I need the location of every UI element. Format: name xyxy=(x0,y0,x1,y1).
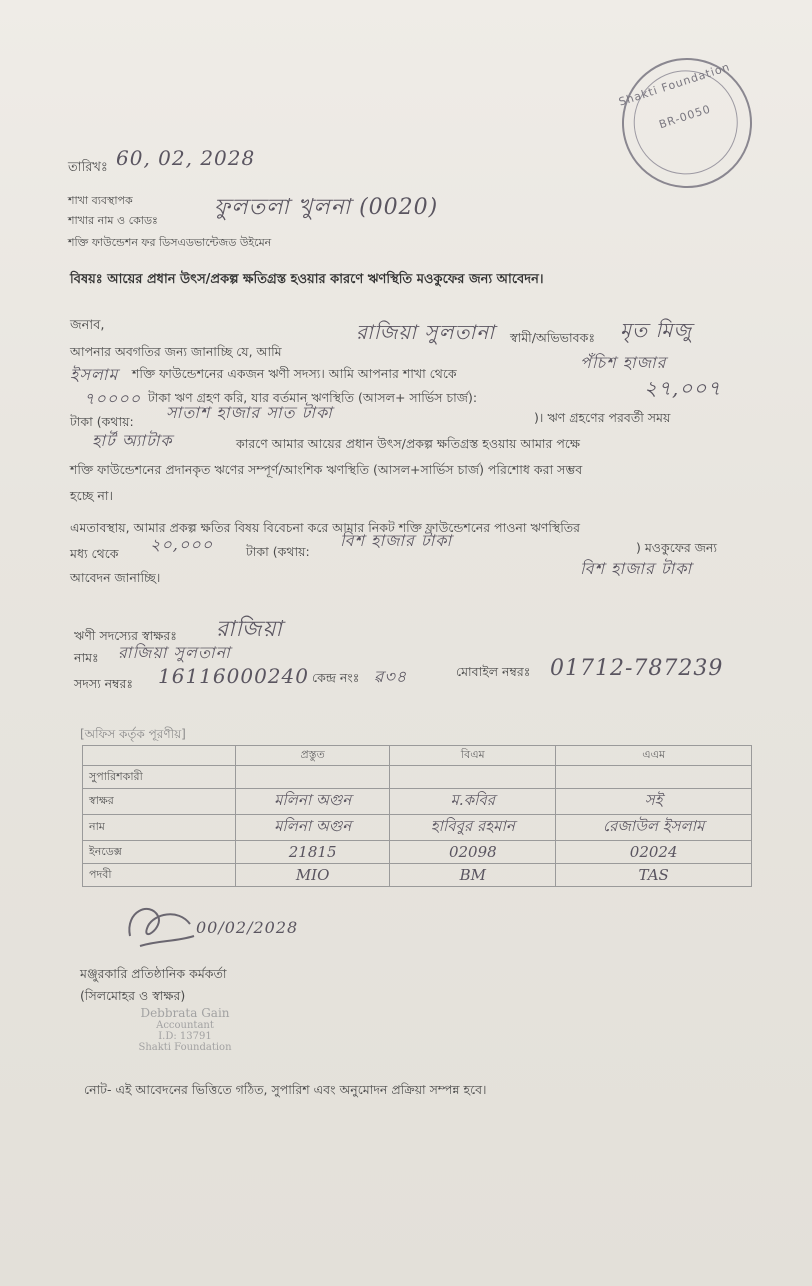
body-line-2: শক্তি ফাউন্ডেশনের একজন ঋণী সদস্য। আমি আপনার শাখা থেকে xyxy=(132,366,457,381)
body-line-9a: মধ্য থেকে xyxy=(70,546,119,561)
member-name-value: রাজিয়া সুলতানা xyxy=(118,643,231,662)
table-row xyxy=(83,789,752,815)
body-line-6: শক্তি ফাউন্ডেশনের প্রদানকৃত ঋণের সম্পূর্ণ/আংশিক ঋণস্থিতি (আসল+সার্ভিস চার্জ) পরিশোধ করা সম্ভব xyxy=(70,462,583,477)
table-cell: 02024 xyxy=(556,841,752,864)
guardian-name-hand: মৃত মিজু xyxy=(620,318,693,342)
balance-hand: ২৭,০০৭ xyxy=(644,376,722,400)
approver-sub: (সিলমোহর ও স্বাক্ষর) xyxy=(80,988,186,1003)
table-cell: রেজাউল ইসলাম xyxy=(556,815,752,841)
table-row xyxy=(83,841,752,864)
organization-line: শক্তি ফাউন্ডেশন ফর ডিসএডভান্টেজড উইমেন xyxy=(68,236,272,249)
table-cell xyxy=(236,766,390,789)
table-header-row xyxy=(83,746,752,766)
mobile-label: মোবাইল নম্বরঃ xyxy=(456,664,531,679)
seal-role: Accountant xyxy=(156,1020,214,1031)
date-label: তারিখঃ xyxy=(68,160,108,175)
branch-label: শাখার নাম ও কোডঃ xyxy=(68,214,158,227)
row-label: পদবী xyxy=(83,864,236,887)
loan-amount-hand: ৭০০০০ xyxy=(84,389,142,408)
table-cell: হাবিবুর রহমান xyxy=(390,815,556,841)
subject-line: বিষয়ঃ আয়ের প্রধান উৎস/প্রকল্প ক্ষতিগ্রস্ত হওয়ার কারণে ঋণস্থিতি মওকুফের জন্য আবেদন। xyxy=(70,272,544,287)
guardian-label: স্বামী/অভিভাবকঃ xyxy=(510,330,595,345)
body-line-8: এমতাবস্থায়, আমার প্রকল্প ক্ষতির বিষয় বিবেচনা করে আমার নিকট শক্তি ফাউন্ডেশনের পাওনা ঋণস্থিতির xyxy=(70,520,581,535)
approver-seal xyxy=(100,1006,270,1053)
approver-sign-date: 00/02/2028 xyxy=(196,918,299,937)
date-value: 60, 02, 2028 xyxy=(116,146,256,170)
table-row xyxy=(83,864,752,887)
table-cell: সই xyxy=(556,789,752,815)
row-label: স্বাক্ষর xyxy=(83,789,236,815)
table-header-blank xyxy=(83,746,236,766)
table-cell: BM xyxy=(390,864,556,887)
center-no-label: কেন্দ্র নংঃ xyxy=(312,670,360,685)
seal-name: Debbrata Gain xyxy=(140,1006,230,1020)
waiver-words-hand: বিশ হাজার টাকা xyxy=(340,531,453,550)
table-cell: 02098 xyxy=(390,841,556,864)
row-label: ইনডেক্স xyxy=(83,841,236,864)
body-line-3: টাকা ঋণ গ্রহণ করি, যার বর্তমান ঋণস্থিতি (আসল+ সার্ভিস চার্জ): xyxy=(148,390,478,405)
table-cell: মলিনা অগুন xyxy=(236,789,390,815)
body-line-9b: টাকা (কথায়: xyxy=(246,544,310,559)
member-sign-label: ঋণী সদস্যের স্বাক্ষরঃ xyxy=(74,628,177,643)
body-line-9c: ) মওকুফের জন্য xyxy=(636,540,718,555)
footnote: নোট- এই আবেদনের ভিত্তিতে গঠিত, সুপারিশ এবং অনুমোদন প্রক্রিয়া সম্পন্ন হবে। xyxy=(84,1082,487,1097)
reason-hand: হার্ট অ্যাটাক xyxy=(92,431,173,450)
guardian-name-cont-hand: ইসলাম xyxy=(70,365,119,384)
table-header-cell: বিএম xyxy=(390,746,556,766)
organization-stamp xyxy=(605,41,769,205)
office-recommendation-table xyxy=(82,745,752,887)
table-cell: মলিনা অগুন xyxy=(236,815,390,841)
table-cell: 21815 xyxy=(236,841,390,864)
stamp-code: BR-0050 xyxy=(657,102,713,132)
loan-amount-words-hand: পঁচিশ হাজার xyxy=(580,353,667,372)
member-name-label: নামঃ xyxy=(74,650,99,665)
seal-id: I.D: 13791 xyxy=(158,1031,212,1042)
table-cell xyxy=(390,766,556,789)
member-no-label: সদস্য নম্বরঃ xyxy=(74,676,134,691)
stamp-ring-text: Shakti Foundation xyxy=(617,60,732,109)
row-label: নাম xyxy=(83,815,236,841)
balance-words-hand: সাতাশ হাজার সাত টাকা xyxy=(166,403,333,422)
applicant-name-hand: রাজিয়া সুলতানা xyxy=(356,320,496,344)
table-cell xyxy=(556,766,752,789)
approver-title: মঞ্জুরকারি প্রতিষ্ঠানিক কর্মকর্তা xyxy=(80,966,227,981)
salutation: জনাব, xyxy=(70,318,105,333)
table-cell: MIO xyxy=(236,864,390,887)
table-cell: TAS xyxy=(556,864,752,887)
table-header-cell: প্রস্তুত xyxy=(236,746,390,766)
addressee-line: শাখা ব্যবস্থাপক xyxy=(68,194,133,207)
waiver-words-cont-hand: বিশ হাজার টাকা xyxy=(580,559,693,578)
table-header-cell: এএম xyxy=(556,746,752,766)
table-cell: ম.কবির xyxy=(390,789,556,815)
body-line-7: হচ্ছে না। xyxy=(70,488,113,503)
mobile-value: 01712-787239 xyxy=(550,656,724,681)
center-no-value: ৱ৩৪ xyxy=(374,667,408,686)
table-row xyxy=(83,815,752,841)
body-line-1a: আপনার অবগতির জন্য জানাচ্ছি যে, আমি xyxy=(70,344,282,359)
member-signature: রাজিয়া xyxy=(216,617,283,642)
waiver-amount-hand: ২০,০০০ xyxy=(150,535,214,554)
approver-signature xyxy=(120,896,200,956)
body-line-10: আবেদন জানাচ্ছি। xyxy=(70,570,161,585)
body-line-4b: )। ঋণ গ্রহণের পরবর্তী সময় xyxy=(534,410,671,425)
body-line-5: কারণে আমার আয়ের প্রধান উৎস/প্রকল্প ক্ষতিগ্রস্ত হওয়ায় আমার পক্ষে xyxy=(236,436,580,451)
member-no-value: 16116000240 xyxy=(158,664,309,688)
table-row xyxy=(83,766,752,789)
office-section-label: [অফিস কর্তৃক পূরণীয়] xyxy=(80,727,186,741)
body-line-4a: টাকা (কথায়: xyxy=(70,414,134,429)
seal-org: Shakti Foundation xyxy=(138,1042,232,1053)
row-label: সুপারিশকারী xyxy=(83,766,236,789)
branch-value: ফুলতলা খুলনা (0020) xyxy=(214,195,439,220)
